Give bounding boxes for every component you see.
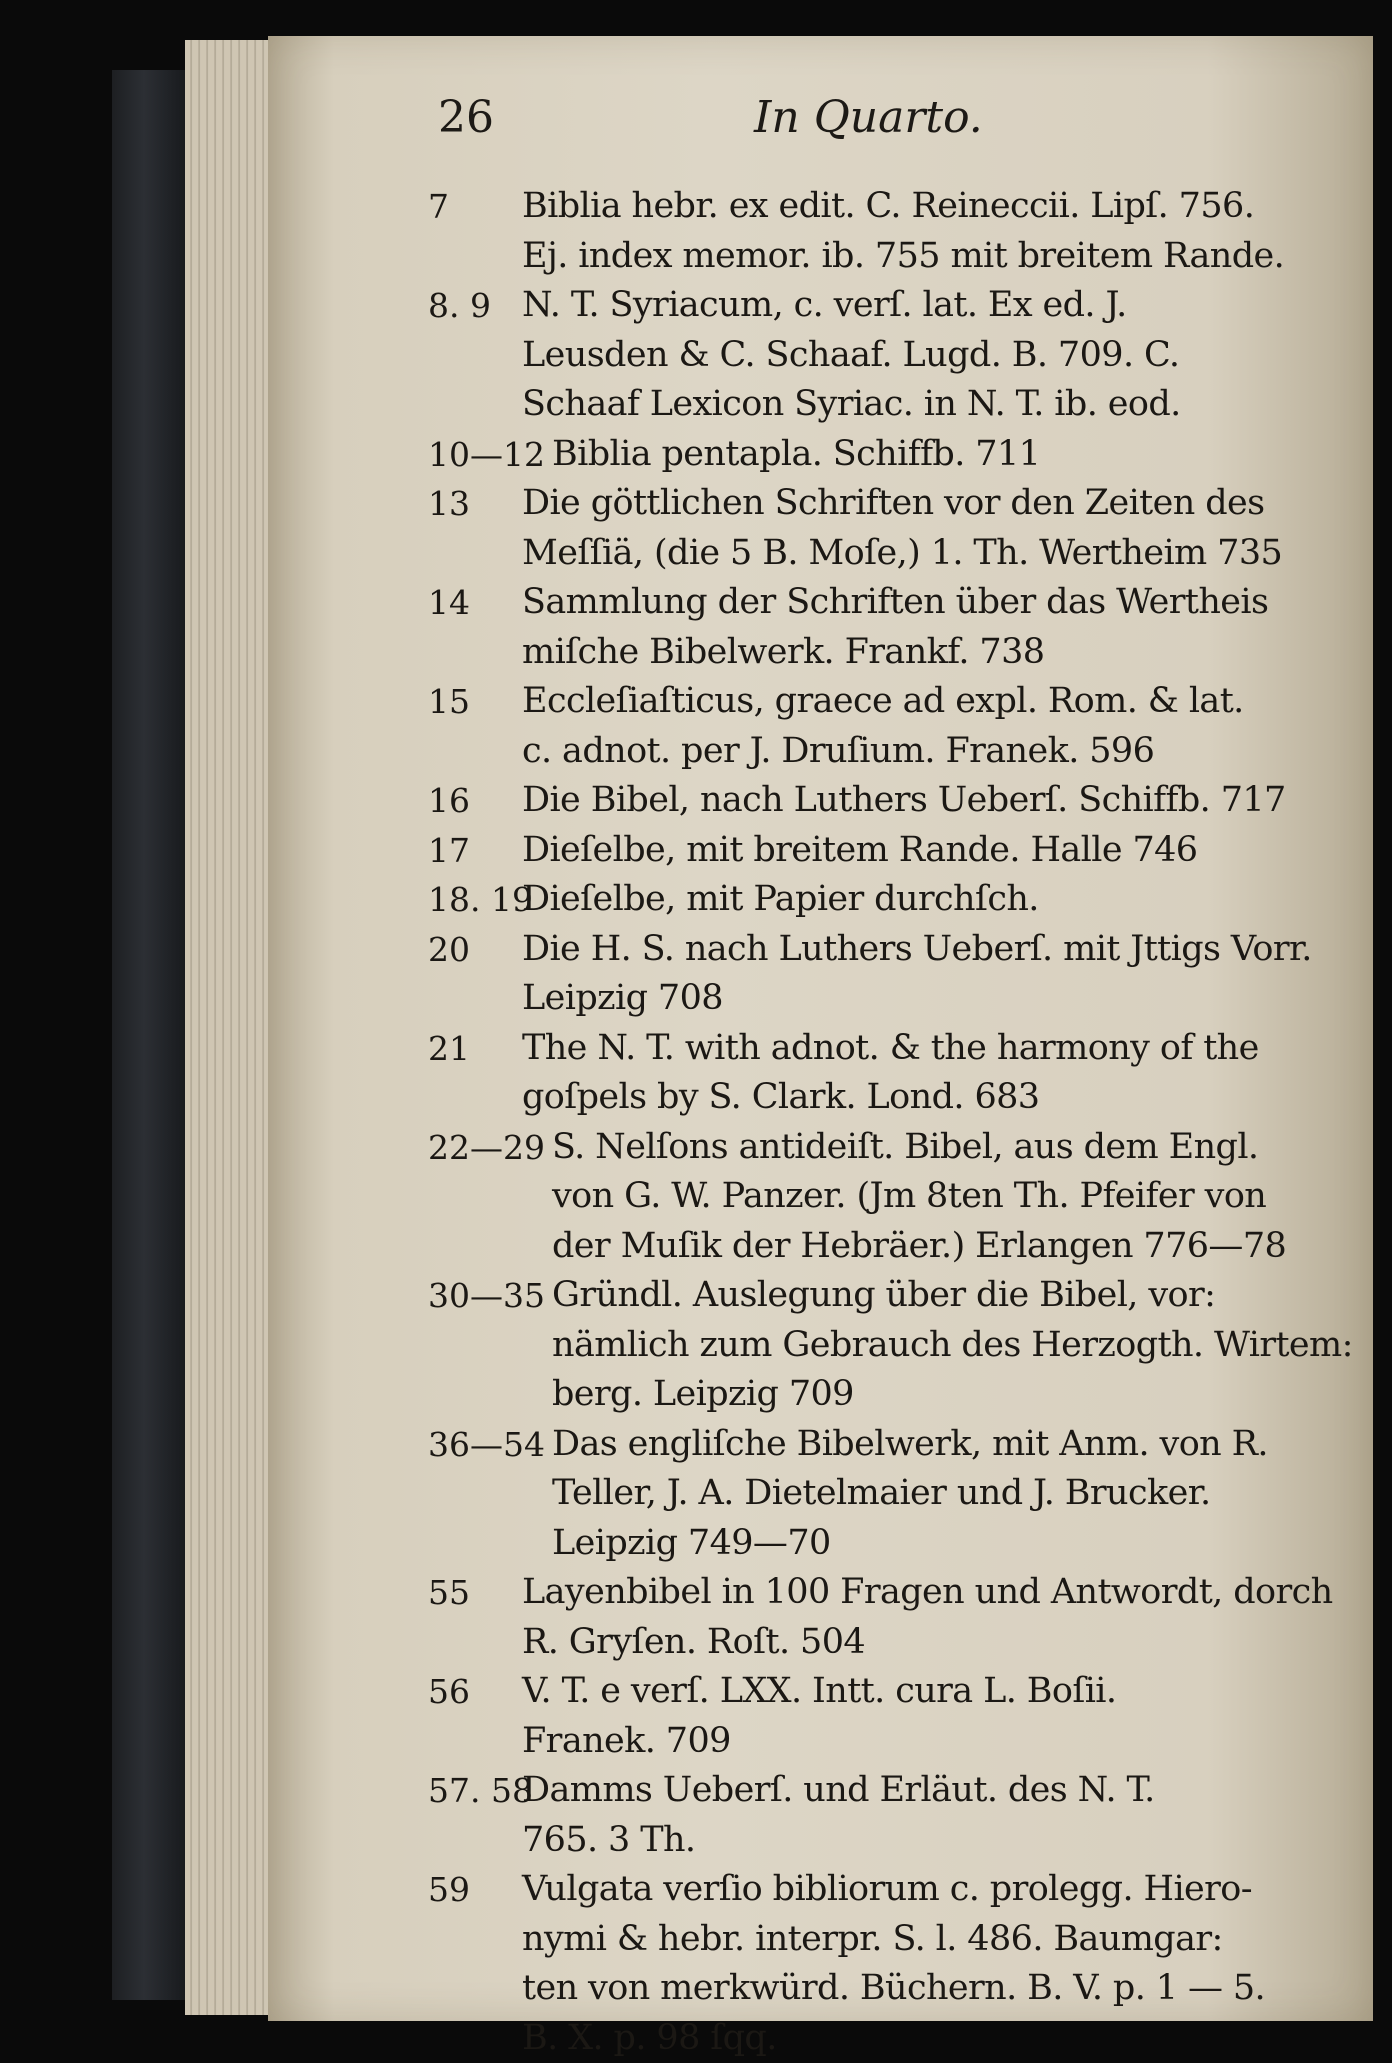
entry-line: Meſſiä, (die 5 B. Moſe,) 1. Th. Wertheim 735 (522, 529, 1308, 579)
entry-line: B. X. p. 98 ſqq. (522, 2014, 1308, 2063)
catalog-entry (428, 826, 1308, 876)
entry-line: Die Bibel, nach Luthers Ueberſ. Schiffb. 717 (522, 776, 1308, 826)
entry-line: Die H. S. nach Luthers Ueberſ. mit Jttigs Vorr. (522, 925, 1308, 975)
entry-line: N. T. Syriacum, c. verſ. lat. Ex ed. J. (522, 281, 1308, 331)
entry-number: 55 (428, 1568, 470, 1618)
entry-line: Dieſelbe, mit Papier durchſch. (522, 875, 1308, 925)
catalog-entry (428, 1123, 1308, 1272)
catalog-entry (428, 1568, 1308, 1667)
page-edges (185, 40, 280, 2015)
entry-line: R. Gryſen. Roſt. 504 (522, 1618, 1308, 1668)
catalog-entry (428, 677, 1308, 776)
entry-line: Biblia hebr. ex edit. C. Reineccii. Lipſ. 756. (522, 182, 1308, 232)
entry-line: Leipzig 749—70 (552, 1519, 1308, 1569)
entry-line: miſche Bibelwerk. Frankf. 738 (522, 628, 1308, 678)
entry-line: Damms Ueberſ. und Erläut. des N. T. (522, 1766, 1308, 1816)
catalog-entry (428, 1667, 1308, 1766)
entry-line: Schaaf Lexicon Syriac. in N. T. ib. eod. (522, 380, 1308, 430)
entry-number: 17 (428, 826, 470, 876)
entry-line: goſpels by S. Clark. Lond. 683 (522, 1073, 1308, 1123)
entry-number: 8. 9 (428, 281, 491, 331)
entry-line: c. adnot. per J. Druſium. Franek. 596 (522, 727, 1308, 777)
entry-line: Sammlung der Schriften über das Wertheis (522, 578, 1308, 628)
entry-line: Dieſelbe, mit breitem Rande. Halle 746 (522, 826, 1308, 876)
catalog-entries (428, 182, 1308, 2063)
entry-line: Teller, J. A. Dietelmaier und J. Brucker. (552, 1469, 1308, 1519)
book-spine (112, 70, 192, 2000)
entry-number: 30—35 (428, 1271, 545, 1321)
entry-number: 15 (428, 677, 470, 727)
catalog-entry (428, 1766, 1308, 1865)
entry-line: 765. 3 Th. (522, 1816, 1308, 1866)
catalog-entry (428, 1271, 1308, 1420)
entry-number: 20 (428, 925, 470, 975)
page-header (438, 92, 1318, 152)
entry-line: Das engliſche Bibelwerk, mit Anm. von R. (552, 1420, 1308, 1470)
entry-number: 36—54 (428, 1420, 545, 1470)
entry-line: ten von merkwürd. Büchern. B. V. p. 1 — 5. (522, 1964, 1308, 2014)
running-title: In Quarto. (754, 92, 983, 143)
entry-line: nymi & hebr. interpr. S. l. 486. Baumgar: (522, 1915, 1308, 1965)
catalog-entry (428, 1865, 1308, 2063)
entry-line: Leusden & C. Schaaf. Lugd. B. 709. C. (522, 331, 1308, 381)
entry-number: 10—12 (428, 430, 545, 480)
catalog-entry (428, 1420, 1308, 1569)
entry-number: 13 (428, 479, 470, 529)
catalog-entry (428, 578, 1308, 677)
entry-line: von G. W. Panzer. (Jm 8ten Th. Pfeifer von (552, 1172, 1308, 1222)
entry-line: Biblia pentapla. Schiffb. 711 (552, 430, 1308, 480)
entry-line: Franek. 709 (522, 1717, 1308, 1767)
entry-line: nämlich zum Gebrauch des Herzogth. Wirtem: (552, 1321, 1308, 1371)
entry-line: Gründl. Auslegung über die Bibel, vor: (552, 1271, 1308, 1321)
entry-line: berg. Leipzig 709 (552, 1370, 1308, 1420)
entry-number: 14 (428, 578, 470, 628)
entry-number: 7 (428, 182, 449, 232)
entry-line: Leipzig 708 (522, 974, 1308, 1024)
catalog-entry (428, 925, 1308, 1024)
catalog-entry (428, 430, 1308, 480)
entry-line: Ej. index memor. ib. 755 mit breitem Rande. (522, 232, 1308, 282)
entry-line: The N. T. with adnot. & the harmony of the (522, 1024, 1308, 1074)
entry-line: S. Nelſons antideiſt. Bibel, aus dem Engl. (552, 1123, 1308, 1173)
entry-number: 57. 58 (428, 1766, 533, 1816)
catalog-entry (428, 182, 1308, 281)
entry-line: der Muſik der Hebräer.) Erlangen 776—78 (552, 1222, 1308, 1272)
entry-number: 21 (428, 1024, 470, 1074)
catalog-entry (428, 479, 1308, 578)
entry-number: 16 (428, 776, 470, 826)
entry-line: Eccleſiaſticus, graece ad expl. Rom. & lat. (522, 677, 1308, 727)
catalog-entry (428, 776, 1308, 826)
catalog-entry (428, 875, 1308, 925)
entry-number: 59 (428, 1865, 470, 1915)
page-number: 26 (438, 92, 494, 143)
entry-line: V. T. e verſ. LXX. Intt. cura L. Boſii. (522, 1667, 1308, 1717)
catalog-entry (428, 1024, 1308, 1123)
entry-number: 56 (428, 1667, 470, 1717)
entry-number: 22—29 (428, 1123, 545, 1173)
entry-line: Layenbibel in 100 Fragen und Antwordt, dorch (522, 1568, 1308, 1618)
entry-line: Die göttlichen Schriften vor den Zeiten des (522, 479, 1308, 529)
entry-line: Vulgata verſio bibliorum c. prolegg. Hiero- (522, 1865, 1308, 1915)
catalog-entry (428, 281, 1308, 430)
entry-number: 18. 19 (428, 875, 533, 925)
